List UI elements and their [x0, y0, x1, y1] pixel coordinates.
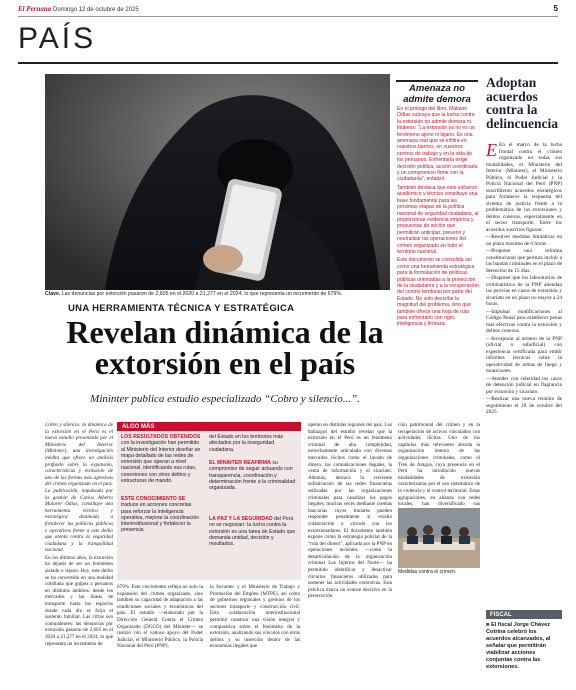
- body-paragraph: la Sucamec y el Ministerio de Trabajo y Promoción del Empleo (MTPE), así como de gobiernos regionales y gremios de los sectores transporte y construcción civil. Esta colaboración interinstitucional permitió construir una visión integral y comparativa sobre el fenómeno de la extorsión, analizando sus vínculos con otros delitos y su inserción dentro de las economías ilegales que: [210, 584, 300, 650]
- body-paragraph: En los últimos años, la extorsión ha dejado de ser un fenómeno aislado o lejano. Hoy, este delito se ha convertido en una realidad cotidiana que golpea a peruanos en distintos ámbitos: desde los mercados y las líneas de transporte hasta los espacios donde cada día se forja el sustento familiar. Las cifras son contundentes: las denuncias por extorsión pasaron de 2,605 en el 2020 a 21,277 en el 2024, lo que representa un incremento de: [45, 554, 113, 647]
- algo-item-lead: LOS RESULTADOS OBTENIDOS: [121, 434, 201, 440]
- fiscal-statement: El fiscal Jorge Chávez Cotrina celebró los acuerdos alcanzados, al señalar que permitirán viabilizar acciones conjuntas contra las extorsiones.: [486, 622, 551, 670]
- body-paragraph: ción patrimonial del crimen y en la recuperación de activos vinculados con actividades ilícitas. Uno de los capítulos más relevantes aborda la organización interna de las organizaciones criminales, como el Tren de Aragua, cuya presencia en el Perú ha introducido nuevas modalidades de extorsión caracterizadas por el uso sistemático de la violencia y el control territorial. Estas agrupaciones, en alianza con redes locales, han diversificado sus: [398, 422, 480, 506]
- algo-item: [209, 460, 297, 491]
- algo-item: [209, 516, 297, 547]
- algo-item-text: del Estado en los territorios más afectados por la inseguridad ciudadana.: [209, 434, 284, 453]
- adoptan-paragraph: —Impulsar modificaciones al Código Penal para establecer penas más efectivas contra la extorsión y delitos conexos.: [486, 308, 562, 334]
- adoptan-paragraph: E En el marco de la lucha frontal contra el crimen organizado en todas sus modalidades, el Ministerio del Interior (Mininter), el Ministerio Público, el Poder Judicial y la Policía Nacional del Perú (PNP) suscribieron acuerdos estratégicos para fortalecer la respuesta del sistema de justicia frente a la problemática de las extorsiones y delitos conexos, especialmente en el sector transporte. Entre los acuerdos suscritos figuran:: [486, 140, 562, 233]
- sidebar-paragraph: Este documento se consolida así como una herramienta estratégica para la formulación de políticas públicas orientadas a la protección de la ciudadanía y a la recuperación del control territorial por parte del Estado. No solo describe la magnitud del problema, sino que también ofrece una hoja de ruta para enfrentarlo con rigor, inteligencia y firmeza.: [397, 257, 479, 328]
- body-paragraph: operan en distintas regiones del país. Los hallazgos del estudio revelan que la extorsión en el Perú es un fenómeno criminal de alta complejidad, estrechamente articulado con diversos mercados ilícitos como el lavado de dinero, las comunicaciones ilegales, la venta de información y el sicariato. Además, destaca la creciente sofisticación de las redes financieras utilizadas por las organizaciones criminales para canalizar los pagos ilegales, muchas veces mediante cuentas bancarias cuyos titulares pueden responder penalmente si existió colaboración o vínculo con los extorsionadores. El documento también expone cómo la estrategia policial de la “ruta del dinero”, aplicada por la PNP en operaciones recientes —como la desarticulación de la organización criminal Los Injertos del Norte— ha permitido identificar y desactivar circuitos financieros utilizados para sostener las actividades extorsivas. Esta práctica marca un avance decisivo en la persecución: [308, 422, 392, 600]
- page-number: 5: [553, 4, 558, 13]
- header-rule: [18, 16, 558, 17]
- photo-caption: [45, 291, 390, 297]
- body-column-1: [45, 422, 113, 682]
- algo-item-text: traduce en acciones concretas para reforzar la inteligencia operativa, mejorar la coordinación interinstitucional y fortalecer la presencia: [121, 502, 200, 534]
- body-paragraph: Cobro y silencio: la dinámica de la extorsión en el Perú es el nuevo estudio presentado por el Ministerio del Interior (Mininter), una investigación inédita que ofrece un análisis profundo sobre la expansión, características y evolución de uno de las formas más agresivas del crimen organizado en el país. La publicación, impulsada por la gestión de Carlos Alberto Malaver Odías, constituye una herramienta técnica y estratégica destinada a fortalecer las políticas públicas y operativos frente a este delito que atenta contra la seguridad ciudadana y la tranquilidad nacional.: [45, 422, 113, 554]
- algo-item-text: su compromiso de seguir actuando con transparencia, coordinación y determinación frente a la criminalidad organizada.: [209, 460, 296, 492]
- body-paragraph: 679%. Este crecimiento refleja no solo la expansión del crimen organizado, sino también su capacidad de adaptación a las condiciones sociales y económicas del país. El estudio —elaborado por la Dirección General Contra el Crimen Organizado (DGCO) del Mininter— se realizó con el valioso apoyo del Poder Judicial, el Ministerio Público, la Policía Nacional del Perú (PNP),: [117, 584, 203, 650]
- newspaper-logo: El Peruano: [18, 5, 52, 13]
- meeting-illustration: [398, 508, 480, 568]
- body-column-3: [210, 584, 300, 684]
- lead-photo: [45, 74, 390, 290]
- fiscal-header: FISCAL: [486, 610, 562, 619]
- algo-item: [121, 434, 201, 484]
- body-column-5: [398, 422, 480, 506]
- kicker: UNA HERRAMIENTA TÉCNICA Y ESTRATÉGICA: [68, 303, 295, 314]
- section-title: PAÍS: [18, 22, 97, 55]
- subheadline: Mininter publica estudio especializado “Cobro y silencio...”.: [90, 393, 360, 405]
- headline: Revelan dinámica de la extorsión en el país: [66, 314, 384, 381]
- sidebar-title: Amenaza no admite demora: [396, 80, 478, 105]
- adoptan-body: [486, 142, 562, 417]
- adoptan-intro: En el marco de la lucha frontal contra el crimen organizado en todas sus modalidades, el Ministerio del Interior (Mininter), el Ministerio Público, el Poder Judicial y la Policía Nacional del Perú (PNP) suscribieron acuerdos estratégicos para fortalecer la respuesta del sistema de justicia frente a la problemática de las extorsiones y delitos conexos, especialmente en el sector transporte. Entre los acuerdos suscritos figuran:: [486, 142, 562, 233]
- sidebar-paragraph: También destaca que este esfuerzo académico y técnico constituye una base fundamental para las próximas etapas de la política nacional de seguridad ciudadana, al proporcionar evidencia empírica y propuestas de acción que permitirán anticipar, prevenir y neutralizar las operaciones del crimen organizado en todo el territorio nacional.: [397, 184, 479, 255]
- adoptan-paragraph: —Atender con celeridad los casos de detención judicial en flagrancia por extorsión y sicariato.: [486, 375, 562, 395]
- adoptan-paragraph: —Disponer que los laboratorios de criminalística de la PNP atiendan las pericias en casos de extorsión y sicariato en un plazo no mayor a 24 horas.: [486, 275, 562, 307]
- sidebar-body: [397, 106, 479, 328]
- hooded-figure-with-phone-illustration: [45, 74, 390, 290]
- meeting-photo: [398, 508, 480, 568]
- algo-item-lead: EL MININTER REAFIRMA: [209, 460, 271, 466]
- body-column-2: [117, 584, 203, 684]
- sidebar-paragraph: En el prólogo del libro, Malaver Odías subraya que la lucha contra la extorsión no admite demora ni titubeos: “La extorsión ya no es un fenómeno ajeno ni lejano. Es una amenaza real que se infiltra en nuestros barrios, en nuestros centros de trabajo y en la vida de los peruanos. Enfrentarla exige decisión política, acción coordinada y un compromiso firme con la ciudadanía”, enfatizó.: [397, 106, 478, 183]
- issue-date: Domingo 12 de octubre de 2025: [53, 7, 139, 13]
- algo-item-lead: ESTE CONOCIMIENTO SE: [121, 496, 186, 502]
- algo-item: [209, 434, 297, 453]
- algo-item-lead: LA PAZ Y LA SEGURIDAD: [209, 516, 273, 522]
- caption-text: Las denuncias por extorsión pasaron de 2,605 en el 2020 a 21,277 en el 2024, lo que representa un incremento de 679%.: [61, 291, 343, 297]
- meeting-caption: Medidas contra el crimen.: [398, 569, 457, 575]
- algo-item: [121, 496, 201, 534]
- adoptan-paragraph: —Realizar una nueva reunión de seguimiento el 18 de octubre del 2025.: [486, 396, 562, 415]
- algo-mas-header: ALGO MÁS: [117, 422, 301, 431]
- adoptan-title: Adoptan acuerdos contra la delincuencia: [486, 75, 559, 131]
- adoptan-paragraph: —Incorporar al armero de la PNP (oficial o suboficial) con experiencia certificada para emitir informes técnicos sobre la operatividad de armas de fuego y municiones.: [486, 335, 562, 374]
- section-rule: [18, 62, 558, 64]
- fiscal-text: [486, 622, 562, 671]
- algo-item-text: con la investigación han permitido al Ministerio del Interior diseñar un mapa detallado de las redes de extorsión que operan a nivel nacional, identificando sus rutas, conexiones con otros delitos y estructuras de mando.: [121, 440, 201, 485]
- bullet-icon: ■: [486, 622, 491, 628]
- caption-lead: Clave.: [45, 291, 61, 297]
- adoptan-paragraph: —Resolver medidas limitativas en un plazo máximo de 6 horas.: [486, 234, 562, 247]
- algo-item-text: del Perú no se negocian: la lucha contra la extorsión es una tarea de Estado que demanda unidad, decisión y resultados.: [209, 516, 296, 548]
- body-column-4: [308, 422, 392, 684]
- adoptan-paragraph: —Proponer una reforma constitucional que permita incluir a las bandas criminales en el plazo de detención de 15 días.: [486, 248, 562, 274]
